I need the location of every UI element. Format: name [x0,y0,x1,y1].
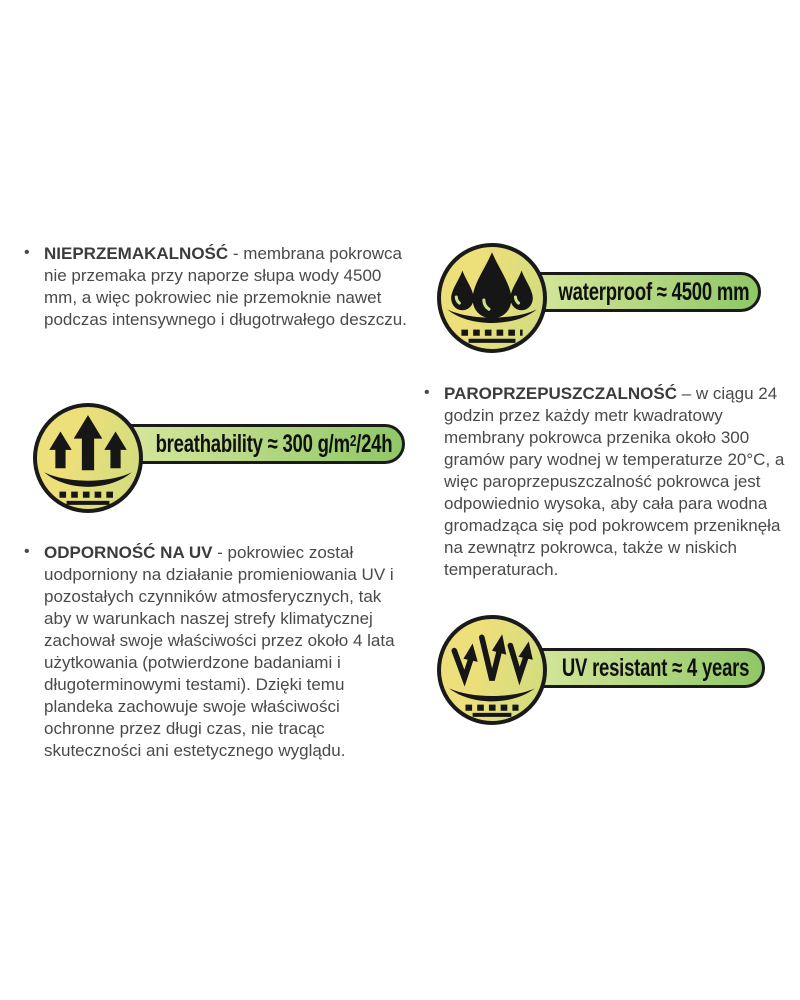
feature-title: ODPORNOŚĆ NA UV [44,543,213,562]
uv-resistant-label-pill [523,648,765,688]
breathability-label: breathability ≈ 300 $g/m^2/24h$ [155,429,393,458]
waterproof-label: waterproof ≈ 4500 mm [558,277,750,306]
feature-description: – w ciągu 24 godzin przez każdy metr kwadratowy membrany pokrowca przenika około 300 gramów pary wodnej w temperaturze 20°C, a więc paroprzepuszczalność pokrowca jest odpowiednio wysoka, aby cała para wodna gromadząca się pod pokrowcem przeniknęła na zewnątrz pokrowca, także w niskich temperaturach. [444,384,785,579]
feature-paragraph [44,243,407,331]
breathability-label-pill [119,424,405,464]
feature-bullet-vapor-permeability [422,383,790,581]
uv-bounce-arrows-icon [437,615,547,725]
up-arrows-icon [33,403,143,513]
uv-resistant-badge [437,615,765,727]
feature-title: PAROPRZEPUSZCZALNOŚĆ [444,384,677,403]
waterproof-label-pill [523,272,761,312]
feature-paragraph [444,383,790,581]
feature-paragraph [44,542,407,762]
feature-description: - pokrowiec został uodporniony na działanie promieniowania UV i pozostałych czynników atmosferycznych, tak aby w warunkach naszej strefy klimatycznej zachował swoje właściwości przez około 4 lata użytkowania (potwierdzone badaniami i długoterminowymi testami). Dzięki temu plandeka zachowuje swoje właściwości ochronne przez długi czas, nie tracąc skuteczności ani estetycznego wyglądu. [44,543,395,760]
water-drops-icon [437,243,547,353]
bullet-marker: • [24,543,30,560]
feature-bullet-waterproofness [22,243,407,331]
breathability-badge [33,403,405,515]
uv-resistant-label: UV resistant ≈ 4 years [562,653,750,682]
feature-bullet-uv-resistance [22,542,407,762]
feature-description: - membrana pokrowca nie przemaka przy naporze słupa wody 4500 mm, a więc pokrowiec nie przemoknie nawet podczas intensywnego i długotrwałego deszczu. [44,244,407,329]
bullet-marker: • [24,244,30,261]
feature-title: NIEPRZEMAKALNOŚĆ [44,244,229,263]
bullet-marker: • [424,384,430,401]
waterproof-badge [437,243,765,355]
